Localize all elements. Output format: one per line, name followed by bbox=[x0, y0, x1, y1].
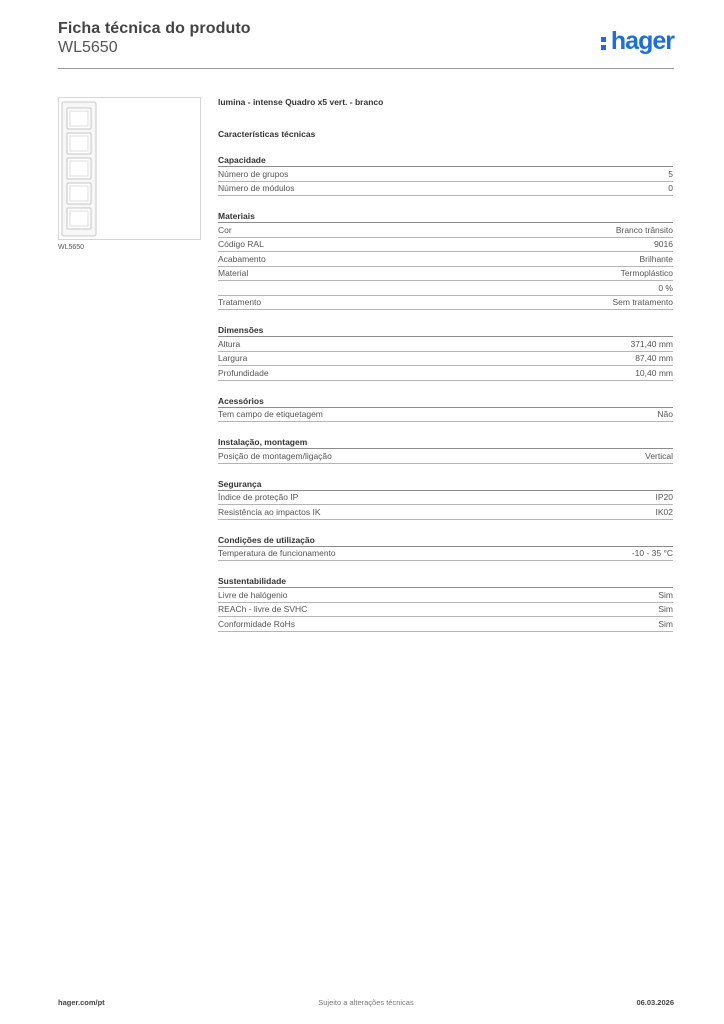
spec-value: IK02 bbox=[655, 506, 673, 517]
spec-row bbox=[218, 238, 673, 253]
spec-group bbox=[218, 324, 673, 381]
spec-label: Posição de montagem/ligação bbox=[218, 450, 332, 461]
spec-value: Sim bbox=[658, 618, 673, 629]
spec-group-title: Sustentabilidade bbox=[218, 575, 673, 588]
product-frame-5-vertical-icon bbox=[59, 98, 202, 241]
product-code: WL5650 bbox=[58, 39, 118, 56]
logo-wordmark: hager bbox=[610, 26, 674, 55]
footer-date: 06.03.2026 bbox=[636, 998, 674, 1007]
spec-group-title: Dimensões bbox=[218, 324, 673, 337]
spec-label: Profundidade bbox=[218, 367, 269, 378]
spec-group bbox=[218, 534, 673, 562]
spec-row bbox=[218, 167, 673, 182]
spec-group-title: Condições de utilização bbox=[218, 534, 673, 547]
spec-group bbox=[218, 575, 673, 632]
spec-label: Material bbox=[218, 268, 249, 279]
spec-label: Código RAL bbox=[218, 239, 264, 250]
spec-row bbox=[218, 223, 673, 238]
spec-row bbox=[218, 337, 673, 352]
spec-value: 9016 bbox=[654, 239, 673, 250]
spec-row bbox=[218, 603, 673, 618]
spec-label: Número de grupos bbox=[218, 168, 289, 179]
spec-value: Branco trânsito bbox=[615, 224, 673, 235]
spec-label: Conformidade RoHs bbox=[218, 618, 296, 629]
spec-content bbox=[218, 96, 673, 632]
spec-value: IP20 bbox=[655, 492, 673, 503]
spec-row bbox=[218, 267, 673, 282]
spec-label: Altura bbox=[218, 338, 241, 349]
spec-value: Sem tratamento bbox=[612, 297, 673, 308]
header-divider bbox=[58, 68, 674, 69]
spec-row bbox=[218, 505, 673, 520]
spec-group-title: Instalação, montagem bbox=[218, 436, 673, 449]
spec-value: 0 bbox=[668, 183, 673, 194]
spec-row bbox=[218, 352, 673, 367]
spec-group-title: Capacidade bbox=[218, 154, 673, 167]
spec-label: Livre de halógenio bbox=[218, 589, 288, 600]
spec-row bbox=[218, 296, 673, 311]
spec-label: Número de módulos bbox=[218, 183, 295, 194]
spec-label: Resistência ao impactos IK bbox=[218, 506, 321, 517]
spec-value: 0 % bbox=[658, 282, 673, 293]
spec-row bbox=[218, 617, 673, 632]
spec-label: REACh - livre de SVHC bbox=[218, 604, 308, 615]
spec-label: Cor bbox=[218, 224, 232, 235]
spec-value: Brilhante bbox=[639, 253, 673, 264]
spec-row bbox=[218, 182, 673, 197]
spec-label: Tratamento bbox=[218, 297, 262, 308]
document-title: Ficha técnica do produto bbox=[58, 20, 251, 37]
spec-value: 371,40 mm bbox=[630, 338, 673, 349]
spec-row bbox=[218, 281, 673, 296]
spec-group bbox=[218, 154, 673, 196]
spec-group bbox=[218, 478, 673, 520]
spec-value: -10 - 35 °C bbox=[631, 548, 673, 559]
footer-website: hager.com/pt bbox=[58, 998, 105, 1007]
product-description: lumina - intense Quadro x5 vert. - branco bbox=[218, 97, 384, 107]
spec-group bbox=[218, 210, 673, 310]
spec-group-title: Materiais bbox=[218, 210, 673, 223]
spec-row bbox=[218, 449, 673, 464]
spec-groups bbox=[218, 154, 673, 632]
spec-group-title: Acessórios bbox=[218, 395, 673, 408]
page-header bbox=[58, 20, 674, 70]
spec-label: Tem campo de etiquetagem bbox=[218, 409, 323, 420]
spec-value: Sim bbox=[658, 589, 673, 600]
spec-label: Temperatura de funcionamento bbox=[218, 548, 336, 559]
image-caption: WL5650 bbox=[58, 244, 85, 251]
spec-label: Índice de proteção IP bbox=[218, 492, 299, 503]
product-image bbox=[58, 97, 201, 240]
spec-group-title: Segurança bbox=[218, 478, 673, 491]
spec-row bbox=[218, 588, 673, 603]
spec-value: Termoplástico bbox=[620, 268, 673, 279]
spec-label: Acabamento bbox=[218, 253, 266, 264]
section-heading: Características técnicas bbox=[218, 129, 316, 139]
spec-label: Largura bbox=[218, 353, 248, 364]
spec-value: Sim bbox=[658, 604, 673, 615]
spec-value: Não bbox=[657, 409, 673, 420]
spec-group bbox=[218, 395, 673, 423]
spec-value: 10,40 mm bbox=[635, 367, 673, 378]
spec-row bbox=[218, 491, 673, 506]
logo-dots-icon bbox=[601, 31, 609, 51]
spec-group bbox=[218, 436, 673, 464]
hager-logo bbox=[601, 28, 674, 54]
page-footer bbox=[58, 998, 674, 1010]
spec-row bbox=[218, 408, 673, 423]
spec-value: 5 bbox=[668, 168, 673, 179]
spec-value: Vertical bbox=[645, 450, 673, 461]
spec-row bbox=[218, 547, 673, 562]
spec-row bbox=[218, 366, 673, 381]
spec-row bbox=[218, 252, 673, 267]
spec-value: 87,40 mm bbox=[635, 353, 673, 364]
footer-disclaimer: Sujeito a alterações técnicas bbox=[318, 998, 414, 1007]
